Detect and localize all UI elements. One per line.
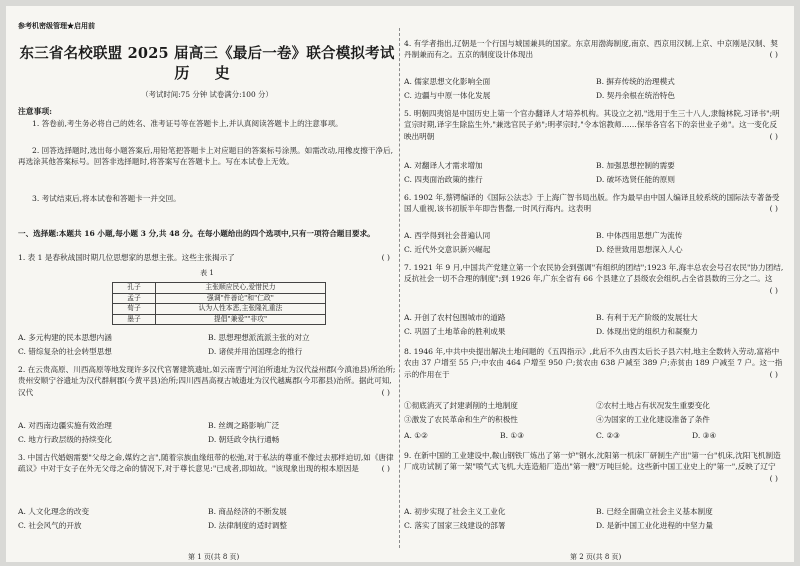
table-row	[113, 304, 326, 315]
page-number-right: 第 2 页(共 8 页)	[570, 553, 622, 561]
subject-title: 历 史	[174, 64, 240, 82]
option-a[interactable]: A. 初步实现了社会主义工业化	[404, 507, 506, 516]
option-b[interactable]: B. 思想理想派流派主张的对立	[208, 333, 310, 342]
column-divider	[399, 28, 400, 548]
notice-title: 注意事项:	[18, 107, 53, 116]
option-b[interactable]: B. ①③	[500, 431, 525, 440]
option-b[interactable]: B. 有利于无产阶级的发展壮大	[596, 313, 698, 322]
statement-1: ①彻底消灭了封建剥削的土地制度	[404, 401, 518, 410]
option-c[interactable]: C. 错综复杂的社会转型思想	[18, 347, 112, 356]
option-a[interactable]: A. 对翻译人才需求增加	[404, 161, 483, 170]
question-8	[404, 346, 784, 380]
notice-item: 2. 回答选择题时,选出每小题答案后,用铅笔把答题卡上对应题目的答案标号涂黑。如需改动,用橡皮擦干净后,再选涂其他答案标号。回答非选择题时,将答案写在答题卡上。写在本试卷上无效。	[18, 146, 394, 167]
table-cell: 孔子	[113, 283, 156, 294]
exam-sheet	[6, 6, 794, 562]
answer-paren: ( )	[769, 204, 778, 214]
question-5	[404, 108, 784, 142]
answer-paren: ( )	[769, 369, 778, 379]
question-stem: 3. 中国古代婚姻需要"父母之命,媒妁之言",随着宗族血缘纽带的松弛,对于私法的尊重不像过去那样迫切,如《唐律疏议》中对于女子在外无父母之命的情况下,对于尊长意见:"已成者,即如故。"该现象出现的根本原因是	[18, 453, 394, 474]
option-a[interactable]: A. 西学得到社会普遍认同	[404, 231, 491, 240]
question-6	[404, 192, 784, 215]
option-a[interactable]: A. 多元构建的民本思想内涵	[18, 333, 112, 342]
option-c[interactable]: C. ②③	[596, 431, 620, 440]
answer-paren: ( )	[769, 285, 778, 295]
question-1	[18, 252, 396, 263]
option-d[interactable]: D. 是新中国工业化进程的中坚力量	[596, 521, 713, 530]
option-a[interactable]: A. ①②	[404, 431, 428, 440]
question-stem: 7. 1921 年 9 月,中国共产党建立第一个农民协会到强调"有组织的团结";1923 年,海丰总农会号召农民"协力团结,反抗社会一切不合理的制度";到 1926 年,广东全省有 66 个县建立了县级农会组织,占全省县数的三分之二。这	[404, 263, 784, 284]
option-c[interactable]: C. 社会风气的开放	[18, 521, 82, 530]
table-row	[113, 314, 326, 325]
option-b[interactable]: B. 中体西用思想广为流传	[596, 231, 683, 240]
notice-item: 1. 答卷前,考生务必将自己的姓名、准考证号等在答题卡上,并认真阅读答题卡上的注意事项。	[32, 119, 343, 128]
thinker-table	[112, 282, 326, 325]
statement-2: ②农村土地占有状况发生重要变化	[596, 401, 710, 410]
exam-title: 东三省名校联盟 2025 届高三《最后一卷》联合模拟考试	[19, 45, 395, 62]
option-c[interactable]: C. 落实了国家三线建设的部署	[404, 521, 506, 530]
question-stem: 9. 在新中国的工业建设中,鞍山钢铁厂炼出了第一炉"钢水,沈阳第一机床厂研制生产出"第一台"机床,沈阳飞机制造厂成功试制了第一架"喷气式飞机,大连造船厂造出"第一艘"万吨巨轮。这些新中国工业史上的"第一",反映了辽宁	[404, 451, 781, 472]
question-9	[404, 450, 784, 484]
table-cell: 主张顺应民心,爱惜民力	[156, 283, 326, 294]
option-c[interactable]: C. 近代外交意识新兴崛起	[404, 245, 491, 254]
option-d[interactable]: D. 法律制度的适时调整	[208, 521, 287, 530]
secret-label: 参考机密级管理★启用前	[18, 21, 95, 30]
question-stem: 4. 有学者指出,辽朝是一个行国与城国兼具的国家。东京用渤海制度,南京、西京用汉制,上京、中京刚是汉制、契丹制兼而有之。五京的制度设计体现出	[404, 39, 778, 60]
table-cell: 孟子	[113, 293, 156, 304]
option-d[interactable]: D. 契丹余根在统治特色	[596, 91, 675, 100]
option-b[interactable]: B. 摒弃传统的治理模式	[596, 77, 675, 86]
option-b[interactable]: B. 加强思想控制的需要	[596, 161, 675, 170]
option-b[interactable]: B. 丝绸之路影响广泛	[208, 421, 280, 430]
table-cell: 荀子	[113, 304, 156, 315]
question-2	[18, 364, 396, 398]
option-d[interactable]: D. 体现出党的组织力和凝聚力	[596, 327, 698, 336]
table-cell: 强调"件善论"和"仁政"	[156, 293, 326, 304]
option-d[interactable]: D. 破坏选贤任能的原则	[596, 175, 675, 184]
question-stem: 8. 1946 年,中共中央提出解决土地问题的《五四指示》,此后不久由西太后长子县六村,地主全数转入劳动,富裕中农由 37 户增至 55 户;中农由 464 户增至 950 户;贫农由 638 户减至 389 户;赤贫由 189 户减至 7 户。这一指示的作用在于	[404, 347, 783, 379]
option-c[interactable]: C. 巩固了土地革命的胜利成果	[404, 327, 506, 336]
answer-paren: ( )	[381, 253, 390, 262]
option-c[interactable]: C. 地方行政层级的持续变化	[18, 435, 112, 444]
option-c[interactable]: C. 四夷面治政策的推行	[404, 175, 483, 184]
exam-info: （考试时间:75 分钟 试卷满分:100 分）	[141, 90, 273, 99]
table-row	[113, 283, 326, 294]
answer-paren: ( )	[769, 50, 778, 60]
option-a[interactable]: A. 开创了农村包围城市的道路	[404, 313, 506, 322]
page-number-left: 第 1 页(共 8 页)	[188, 553, 240, 561]
table-caption: 表 1	[200, 269, 214, 277]
table-cell: 墨子	[113, 314, 156, 325]
option-d[interactable]: D. 朝廷政令执行通畅	[208, 435, 280, 444]
option-a[interactable]: A. 人文化理念的改变	[18, 507, 90, 516]
option-a[interactable]: A. 儒家思想文化影响全面	[404, 77, 491, 86]
answer-paren: ( )	[381, 387, 390, 397]
question-stem: 1. 表 1 是春秋战国时期几位思想家的思想主张。这些主张揭示了	[18, 253, 235, 262]
option-d[interactable]: D. ③④	[692, 431, 717, 440]
option-a[interactable]: A. 对西南边疆实施有效治理	[18, 421, 112, 430]
question-stem: 6. 1902 年,蔡锷编译的《国际公法志》于上海广智书局出版。作为最早由中国人编译且较系统的国际法专著备受国人重视,该书初版半年即告售罄,一时风行海内。这表明	[404, 193, 780, 214]
question-7	[404, 262, 784, 296]
option-d[interactable]: D. 经世致用思想深入人心	[596, 245, 683, 254]
table-cell: 提倡"兼爱""非攻"	[156, 314, 326, 325]
answer-paren: ( )	[381, 464, 390, 474]
option-b[interactable]: B. 已经全面确立社会主义基本制度	[596, 507, 713, 516]
question-stem: 5. 明朝四夷馆是中国历史上第一个官办翻译人才培养机构。其设立之初,"选用于生三十八人,隶翰林院,习译书";明宣宗时期,译字生除监生外,"兼选官民子弟";明孝宗时,"令本馆教师……保举各官名下的亲世业子弟"。这一变化反映出明朝	[404, 109, 780, 141]
notice-item: 3. 考试结束后,将本试卷和答题卡一并交回。	[32, 194, 181, 203]
question-3	[18, 452, 396, 475]
option-c[interactable]: C. 边疆与中原一体化发展	[404, 91, 491, 100]
answer-paren: ( )	[769, 473, 778, 483]
question-stem: 2. 在云贵高原、川西高原等地发现许多汉代官署建筑遗址,如云南晋宁河泊所遗址为汉代益州郡(今滇池县)所治所;贵州安顺宁谷遗址为汉代群舸郡(今黄平县)治所;四川西昌高视古城遗址为汉代越嶲郡(今邛都县)治所。据此可知,汉代	[18, 365, 396, 397]
table-row	[113, 293, 326, 304]
table-cell: 认为人性本恶,主张隆礼重法	[156, 304, 326, 315]
statement-3: ③激发了农民革命和生产的积极性	[404, 415, 518, 424]
option-d[interactable]: D. 诸侯并用治国理念的推行	[208, 347, 303, 356]
answer-paren: ( )	[769, 131, 778, 141]
section-head: 一、选择题:本题共 16 小题,每小题 3 分,共 48 分。在每小题给出的四个选项中,只有一项符合题目要求。	[18, 229, 375, 238]
option-b[interactable]: B. 商品经济的不断发展	[208, 507, 287, 516]
statement-4: ④为国家的工业化建设准备了条件	[596, 415, 710, 424]
question-4	[404, 38, 784, 61]
